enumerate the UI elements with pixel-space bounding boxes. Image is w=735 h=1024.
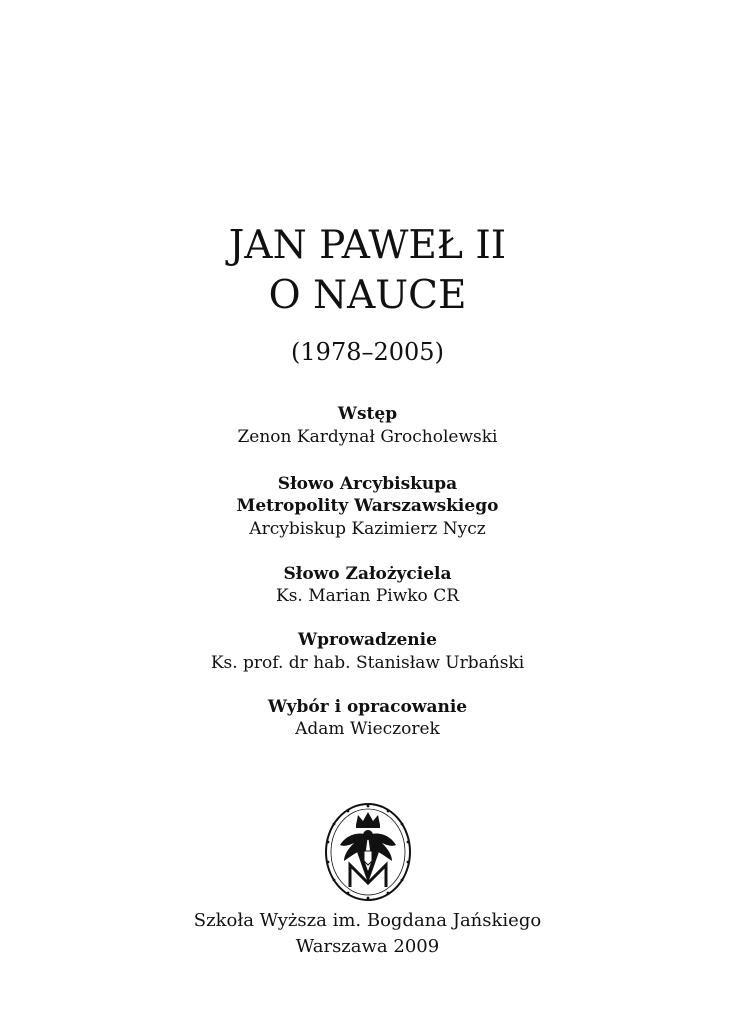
eagle-crest-icon xyxy=(322,795,414,905)
publisher-name: Szkoła Wyższa im. Bogdana Jańskiego xyxy=(193,910,542,931)
section-person-foreword: Ks. prof. dr hab. Stanisław Urbański xyxy=(210,653,525,673)
section-heading-foreword: Wprowadzenie xyxy=(298,630,437,650)
section-person-archbishop: Arcybiskup Kazimierz Nycz xyxy=(249,519,486,539)
book-title-line-1: JAN PAWEŁ II xyxy=(228,223,507,268)
section-heading-introduction: Wstęp xyxy=(337,404,398,424)
section-person-founder: Ks. Marian Piwko CR xyxy=(276,586,459,606)
section-person-introduction: Zenon Kardynał Grocholewski xyxy=(237,427,498,447)
section-heading-selection: Wybór i opracowanie xyxy=(267,697,468,717)
section-heading-archbishop-line-2: Metropolity Warszawskiego xyxy=(236,496,499,516)
publisher-place-year: Warszawa 2009 xyxy=(295,936,440,957)
section-person-selection: Adam Wieczorek xyxy=(295,719,440,739)
book-title-line-2: O NAUCE xyxy=(268,273,467,318)
book-years: (1978–2005) xyxy=(291,338,444,366)
section-heading-archbishop: Słowo Arcybiskupa xyxy=(277,474,458,494)
section-heading-founder: Słowo Założyciela xyxy=(283,564,452,584)
